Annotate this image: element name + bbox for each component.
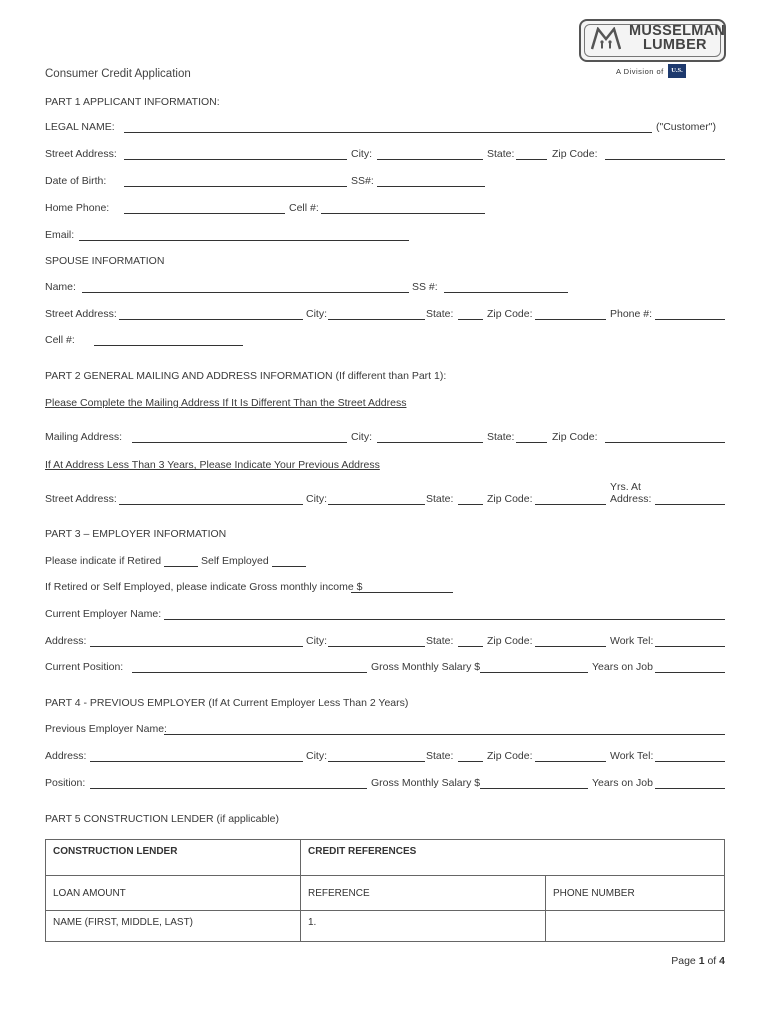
part5-heading: PART 5 CONSTRUCTION LENDER (if applicable) xyxy=(45,813,279,825)
gross-income-label: If Retired or Self Employed, please indicate Gross monthly income $ xyxy=(45,581,363,593)
employer-city-field[interactable] xyxy=(328,646,425,647)
home-phone-label: Home Phone: xyxy=(45,202,110,214)
customer-label: ("Customer") xyxy=(656,121,716,133)
mailing-city-field[interactable] xyxy=(377,442,483,443)
gross-salary-label: Gross Monthly Salary $ xyxy=(371,661,481,673)
retired-field[interactable] xyxy=(164,566,198,567)
mailing-address-field[interactable] xyxy=(132,442,347,443)
work-tel-field[interactable] xyxy=(655,646,725,647)
construction-lender-header: CONSTRUCTION LENDER xyxy=(46,840,301,876)
logo-text xyxy=(629,24,725,52)
page-number xyxy=(671,955,725,967)
state-label: State: xyxy=(487,148,515,160)
street-address-field[interactable] xyxy=(124,159,347,160)
street-address-label: Street Address: xyxy=(45,148,117,160)
prev-years-on-job-label: Years on Job xyxy=(592,777,653,789)
previous-employer-label: Previous Employer Name: xyxy=(45,723,167,735)
yrs-at-label-line2: Address: xyxy=(610,493,652,505)
construction-lender-table xyxy=(45,839,725,942)
mailing-zip-label: Zip Code: xyxy=(552,431,598,443)
prev-employer-address-field[interactable] xyxy=(90,761,303,762)
prev-employer-zip-label: Zip Code: xyxy=(487,750,533,762)
prev-position-label: Position: xyxy=(45,777,86,789)
self-employed-label: Self Employed xyxy=(201,555,269,567)
prev-employer-city-field[interactable] xyxy=(328,761,425,762)
spouse-cell-label: Cell #: xyxy=(45,334,75,346)
zip-label: Zip Code: xyxy=(552,148,598,160)
state-field[interactable] xyxy=(516,159,547,160)
city-label: City: xyxy=(351,148,372,160)
spouse-phone-label: Phone #: xyxy=(610,308,653,320)
part2-note-previous: If At Address Less Than 3 Years, Please Indicate Your Previous Address xyxy=(45,459,380,471)
name-cell[interactable]: NAME (FIRST, MIDDLE, LAST) xyxy=(46,911,301,942)
prev-employer-address-label: Address: xyxy=(45,750,87,762)
prev-gross-salary-field[interactable] xyxy=(480,788,588,789)
spouse-ss-label: SS #: xyxy=(412,281,438,293)
home-phone-field[interactable] xyxy=(124,213,285,214)
city-field[interactable] xyxy=(377,159,483,160)
current-employer-field[interactable] xyxy=(164,619,725,620)
current-position-field[interactable] xyxy=(132,672,367,673)
spouse-zip-label: Zip Code: xyxy=(487,308,533,320)
mailing-address-label: Mailing Address: xyxy=(45,431,123,443)
spouse-phone-field[interactable] xyxy=(655,319,725,320)
spouse-state-field[interactable] xyxy=(458,319,483,320)
part2-heading: PART 2 GENERAL MAILING AND ADDRESS INFORMATION (If different than Part 1): xyxy=(45,370,447,382)
spouse-city-label: City: xyxy=(306,308,327,320)
spouse-street-field[interactable] xyxy=(119,319,303,320)
gross-salary-field[interactable] xyxy=(480,672,588,673)
spouse-state-label: State: xyxy=(426,308,454,320)
division-text: A Division of xyxy=(616,67,664,76)
prev-zip-label: Zip Code: xyxy=(487,493,533,505)
prev-zip-field[interactable] xyxy=(535,504,606,505)
mailing-state-label: State: xyxy=(487,431,515,443)
prev-work-tel-field[interactable] xyxy=(655,761,725,762)
reference-cell[interactable]: REFERENCE xyxy=(301,876,546,911)
loan-amount-cell[interactable]: LOAN AMOUNT xyxy=(46,876,301,911)
mailing-state-field[interactable] xyxy=(516,442,547,443)
years-on-job-field[interactable] xyxy=(655,672,725,673)
prev-years-on-job-field[interactable] xyxy=(655,788,725,789)
current-position-label: Current Position: xyxy=(45,661,124,673)
prev-state-field[interactable] xyxy=(458,504,483,505)
of-word: of xyxy=(707,955,717,967)
dob-field[interactable] xyxy=(124,186,347,187)
page-total: 4 xyxy=(719,955,725,967)
prev-gross-salary-label: Gross Monthly Salary $ xyxy=(371,777,481,789)
mailing-city-label: City: xyxy=(351,431,372,443)
part2-note-mailing: Please Complete the Mailing Address If It Is Different Than the Street Address xyxy=(45,397,407,409)
company-logo xyxy=(579,19,726,62)
prev-employer-zip-field[interactable] xyxy=(535,761,606,762)
ss-field[interactable] xyxy=(377,186,485,187)
employer-state-field[interactable] xyxy=(458,646,483,647)
spouse-name-field[interactable] xyxy=(82,292,409,293)
logo-line-2: LUMBER xyxy=(643,37,707,53)
prev-position-field[interactable] xyxy=(90,788,367,789)
prev-street-field[interactable] xyxy=(119,504,303,505)
legal-name-field[interactable] xyxy=(124,132,652,133)
email-field[interactable] xyxy=(79,240,409,241)
part3-heading: PART 3 – EMPLOYER INFORMATION xyxy=(45,528,227,540)
employer-state-label: State: xyxy=(426,635,454,647)
spouse-street-label: Street Address: xyxy=(45,308,117,320)
yrs-at-label-line1: Yrs. At xyxy=(610,481,641,493)
prev-street-label: Street Address: xyxy=(45,493,117,505)
employer-city-label: City: xyxy=(306,635,327,647)
employer-address-field[interactable] xyxy=(90,646,303,647)
yrs-at-field[interactable] xyxy=(655,504,725,505)
prev-employer-city-label: City: xyxy=(306,750,327,762)
employer-zip-field[interactable] xyxy=(535,646,606,647)
page-word: Page xyxy=(671,955,696,967)
employer-address-label: Address: xyxy=(45,635,87,647)
phone-1-cell[interactable] xyxy=(546,911,725,942)
cell-field[interactable] xyxy=(321,213,485,214)
prev-city-label: City: xyxy=(306,493,327,505)
years-on-job-label: Years on Job xyxy=(592,661,653,673)
us-badge-icon: U.S. xyxy=(668,64,686,78)
page-title: Consumer Credit Application xyxy=(45,68,191,80)
logo-line-1: MUSSELMAN xyxy=(629,23,726,39)
spouse-name-label: Name: xyxy=(45,281,76,293)
reference-1-cell[interactable]: 1. xyxy=(301,911,546,942)
ss-label: SS#: xyxy=(351,175,374,187)
work-tel-label: Work Tel: xyxy=(610,635,654,647)
prev-state-label: State: xyxy=(426,493,454,505)
prev-city-field[interactable] xyxy=(328,504,425,505)
legal-name-label: LEGAL NAME: xyxy=(45,121,115,133)
part4-heading: PART 4 - PREVIOUS EMPLOYER (If At Current Employer Less Than 2 Years) xyxy=(45,697,409,709)
employer-zip-label: Zip Code: xyxy=(487,635,533,647)
prev-work-tel-label: Work Tel: xyxy=(610,750,654,762)
dob-label: Date of Birth: xyxy=(45,175,107,187)
phone-number-cell[interactable]: PHONE NUMBER xyxy=(546,876,725,911)
gross-income-field[interactable] xyxy=(351,592,453,593)
spouse-cell-field[interactable] xyxy=(94,345,243,346)
spouse-heading: SPOUSE INFORMATION xyxy=(45,255,165,267)
part1-heading: PART 1 APPLICANT INFORMATION: xyxy=(45,96,220,108)
prev-employer-state-label: State: xyxy=(426,750,454,762)
previous-employer-field[interactable] xyxy=(164,734,725,735)
spouse-ss-field[interactable] xyxy=(444,292,568,293)
zip-field[interactable] xyxy=(605,159,725,160)
email-label: Email: xyxy=(45,229,75,241)
credit-references-header: CREDIT REFERENCES xyxy=(301,840,725,876)
mailing-zip-field[interactable] xyxy=(605,442,725,443)
retired-label: Please indicate if Retired xyxy=(45,555,162,567)
logo-mark-icon xyxy=(591,27,621,50)
page-current: 1 xyxy=(698,955,705,967)
spouse-city-field[interactable] xyxy=(328,319,425,320)
current-employer-label: Current Employer Name: xyxy=(45,608,162,620)
self-employed-field[interactable] xyxy=(272,566,306,567)
spouse-zip-field[interactable] xyxy=(535,319,606,320)
prev-employer-state-field[interactable] xyxy=(458,761,483,762)
cell-label: Cell #: xyxy=(289,202,319,214)
